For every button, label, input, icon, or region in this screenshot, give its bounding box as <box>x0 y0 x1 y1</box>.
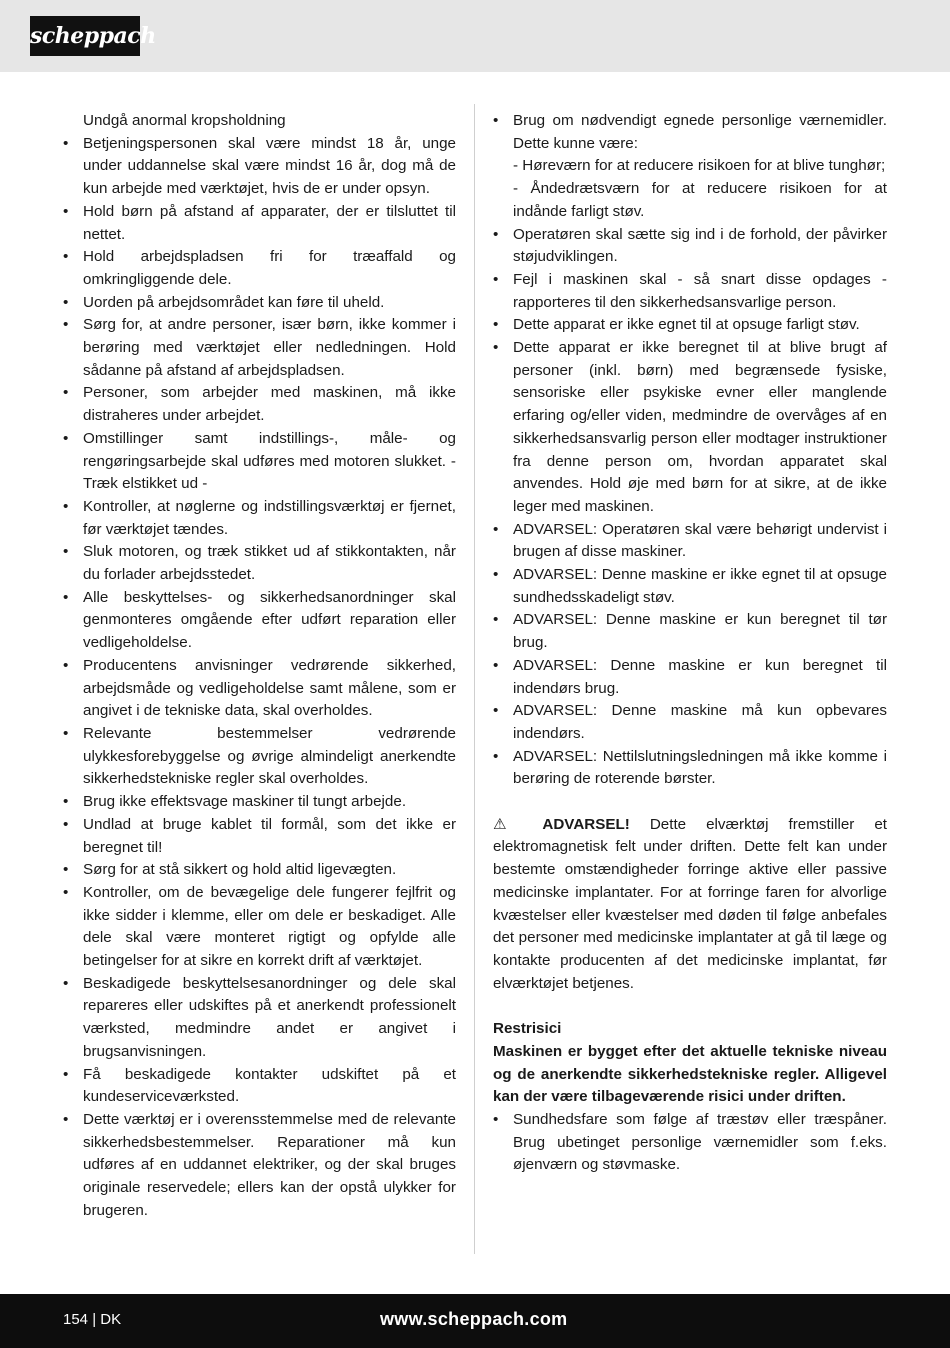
right-column <box>493 110 887 1177</box>
footer-bar <box>0 1294 950 1348</box>
page-number: 154 | DK <box>63 1311 122 1328</box>
list-item-ppe <box>493 110 887 224</box>
list-item: • Undlad at bruge kablet til formål, som det ikke er beregnet til! <box>63 814 456 859</box>
list-item: • Hold arbejdspladsen fri for træaffald og omkringliggende dele. <box>63 246 456 291</box>
scheppach-logo: scheppach <box>30 16 140 56</box>
list-item: • ADVARSEL: Denne maskine er kun beregnet til tør brug. <box>493 609 887 654</box>
list-item: • Sørg for at stå sikkert og hold altid ligevægten. <box>63 859 456 882</box>
warning-label: ADVARSEL! <box>542 815 630 833</box>
column-divider <box>474 104 475 1254</box>
restrisici-heading: Restrisici <box>493 1020 562 1038</box>
list-item: • Beskadigede beskyttelsesanordninger og dele skal repareres eller udskiftes på et anerkendt professionelt værksted, medmindre andet er angivet i brugsanvisningen. <box>63 973 456 1064</box>
list-item: • Få beskadigede kontakter udskiftet på et kundeserviceværksted. <box>63 1064 456 1109</box>
list-item: • ADVARSEL: Denne maskine må kun opbevares indendørs. <box>493 700 887 745</box>
list-item: • Dette apparat er ikke egnet til at opsuge farligt støv. <box>493 314 887 337</box>
list-item: • Relevante bestemmelser vedrørende ulykkesforebyggelse og øvrige almindeligt anerkendte sikkerhedstekniske regler skal overholdes. <box>63 723 456 791</box>
safety-list-left <box>63 133 456 1223</box>
list-item: • Sørg for, at andre personer, især børn, ikke kommer i berøring med værktøjet eller nedledningen. Hold sådanne på afstand af arbejdspladsen. <box>63 314 456 382</box>
list-item: • Alle beskyttelses- og sikkerhedsanordninger skal genmonteres omgående efter udført reparation eller vedligeholdelse. <box>63 587 456 655</box>
list-item: • Sundhedsfare som følge af træstøv eller træspåner. Brug ubetinget personlige værnemidler som f.eks. øjenværn og støvmaske. <box>493 1109 887 1177</box>
list-item: • ADVARSEL: Denne maskine er kun beregnet til indendørs brug. <box>493 655 887 700</box>
restrisici-list <box>493 1109 887 1177</box>
list-item: • Operatøren skal sætte sig ind i de forhold, der påvirker støjudviklingen. <box>493 224 887 269</box>
header-bar <box>0 0 950 72</box>
list-item: • Kontroller, at nøglerne og indstillingsværktøj er fjernet, før værktøjet tændes. <box>63 496 456 541</box>
website-link[interactable]: www.scheppach.com <box>380 1309 568 1329</box>
list-item: • Uorden på arbejdsområdet kan føre til uheld. <box>63 292 456 315</box>
restrisici-intro: Maskinen er bygget efter det aktuelle tekniske niveau og de anerkendte sikkerhedstekniske regler. Alligevel kan der være tilbageværende risici under driften. <box>493 1042 887 1106</box>
list-item: • Dette værktøj er i overensstemmelse med de relevante sikkerhedsbestemmelser. Reparationer må kun udføres af en uddannet elektriker, og der skal bruges originale reservedele; ellers kan der opstå ulykker for brugeren. <box>63 1109 456 1223</box>
intro-text: Undgå anormal kropsholdning <box>83 112 286 129</box>
list-item: • Omstillinger samt indstillings-, måle- og rengøringsarbejde skal udføres med motoren slukket. - Træk elstikket ud - <box>63 428 456 496</box>
ppe-text: Brug om nødvendigt egnede personlige værnemidler. Dette kunne være: <box>513 112 887 152</box>
list-item: • Producentens anvisninger vedrørende sikkerhed, arbejdsmåde og vedligeholdelse samt målene, som er angivet i de tekniske data, skal overholdes. <box>63 655 456 723</box>
list-item: • Dette apparat er ikke beregnet til at blive brugt af personer (inkl. børn) med begrænsede fysiske, sensoriske eller psykiske evner eller manglende erfaring og/eller viden, medmindre de overvåges af en sikkerhedsansvarlig person eller modtager instruktioner fra denne person om, hvordan apparatet skal anvendes. Hold øje med børn for at sikre, at de ikke leger med maskinen. <box>493 337 887 519</box>
ppe-respiratory: - Åndedrætsværn for at reducere risikoen for at indånde farligt støv. <box>513 180 887 220</box>
list-item: • Betjeningspersonen skal være mindst 18 år, unge under uddannelse skal være mindst 16 år, dog må de kun arbejde med værktøjet, hvis de er under opsyn. <box>63 133 456 201</box>
warning-text: Dette elværktøj fremstiller et elektromagnetisk felt under driften. Dette felt kan under bestemte omstændigheder forringe aktive eller passive medicinske implantater. For at forringe faren for alvorlige kvæstelser eller kvæstelser med døden til følge anbefales det personer med medicinske implantater at gå til læge og kontakte producenten af det medicinske implantat, før elværktøjet betjenes. <box>493 815 887 992</box>
list-item: • Hold børn på afstand af apparater, der er tilsluttet til nettet. <box>63 201 456 246</box>
list-item: • Kontroller, om de bevægelige dele fungerer fejlfrit og ikke sidder i klemme, eller om dele er beskadiget. Alle dele skal være monteret rigtigt og opfylde alle betingelser for at sikre en korrekt drift af værktøjet. <box>63 882 456 973</box>
list-item: • ADVARSEL: Denne maskine er ikke egnet til at opsuge sundhedsskadeligt støv. <box>493 564 887 609</box>
list-item: • Sluk motoren, og træk stikket ud af stikkontakten, når du forlader arbejdsstedet. <box>63 541 456 586</box>
left-column <box>63 110 456 1222</box>
list-item: • Brug ikke effektsvage maskiner til tungt arbejde. <box>63 791 456 814</box>
emf-warning <box>493 814 887 996</box>
safety-list-right <box>493 110 887 791</box>
list-item: • Personer, som arbejder med maskinen, må ikke distraheres under arbejdet. <box>63 382 456 427</box>
list-item: • ADVARSEL: Nettilslutningsledningen må ikke komme i berøring de roterende børster. <box>493 746 887 791</box>
list-item: • ADVARSEL: Operatøren skal være behørigt undervist i brugen af disse maskiner. <box>493 519 887 564</box>
warning-triangle-icon: ⚠ <box>493 815 523 833</box>
list-item: • Fejl i maskinen skal - så snart disse opdages - rapporteres til den sikkerhedsansvarlige person. <box>493 269 887 314</box>
ppe-hearing: - Høreværn for at reducere risikoen for at blive tunghør; <box>513 157 886 175</box>
